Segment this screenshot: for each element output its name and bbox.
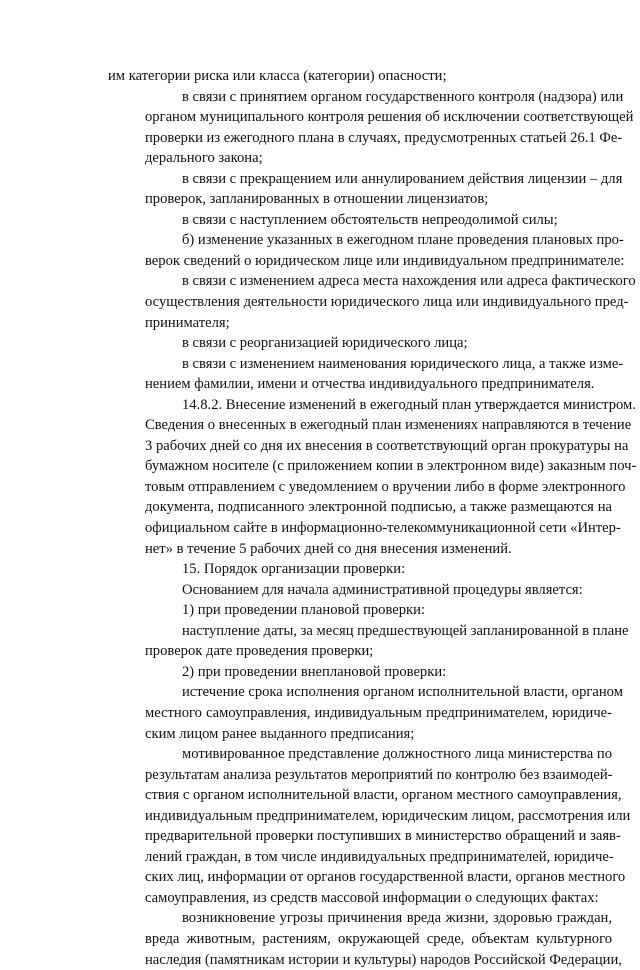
text-line: вреда животным, растениям, окружающей среде, объектам культурного <box>145 930 612 947</box>
text-line: Основанием для начала административной процедуры является: <box>182 581 583 598</box>
text-line: принимателя; <box>145 314 230 331</box>
paragraph <box>108 66 612 87</box>
text-line: наступление даты, за месяц предшествующей запланированной в плане <box>182 622 629 639</box>
text-line: лений граждан, в том числе индивидуальных предпринимателей, юридиче- <box>145 848 614 865</box>
text-line: Сведения о внесенных в ежегодный план изменениях направляются в течение <box>145 417 632 434</box>
text-line: 15. Порядок организации проверки: <box>182 561 406 578</box>
text-line: документа, подписанного электронной подписью, а также размещаются на <box>145 499 612 516</box>
text-line: в связи с наступлением обстоятельств непреодолимой силы; <box>182 211 558 228</box>
paragraph <box>108 662 612 683</box>
paragraph <box>108 333 612 354</box>
text-line: результатам анализа результатов мероприятий по контролю без взаимодей- <box>145 766 613 783</box>
text-line: предварительной проверки поступивших в министерство обращений и заяв- <box>145 828 621 845</box>
text-line: органом муниципального контроля решения об исключении соответствующей <box>145 109 634 126</box>
paragraph <box>108 210 612 231</box>
paragraph <box>108 682 623 744</box>
text-line: товым отправлением с уведомлением о вручении либо в форме электронного <box>145 478 626 495</box>
text-line: проверок дате проведения проверки; <box>145 643 374 660</box>
paragraph <box>108 354 624 395</box>
paragraph <box>108 600 612 621</box>
text-line: 14.8.2. Внесение изменений в ежегодный план утверждается министром. <box>182 396 636 413</box>
text-line: возникновение угрозы причинения вреда жизни, здоровью граждан, <box>182 910 612 927</box>
text-line: нет» в течение 5 рабочих дней со дня внесения изменений. <box>145 540 512 557</box>
text-line: проверки из ежегодного плана в случаях, предусмотренных статьей 26.1 Фе- <box>145 129 623 146</box>
text-line: нением фамилии, имени и отчества индивидуального предпринимателя. <box>145 376 595 393</box>
text-line: 1) при проведении плановой проверки: <box>182 602 426 619</box>
text-line: осуществления деятельности юридического лица или индивидуального пред- <box>145 294 629 311</box>
text-line: официальном сайте в информационно-телекоммуникационной сети «Интер- <box>145 520 621 537</box>
document-page <box>108 66 637 970</box>
paragraph <box>108 559 612 580</box>
paragraph <box>108 908 622 970</box>
paragraph <box>108 169 623 210</box>
text-line: 2) при проведении внеплановой проверки: <box>182 663 447 680</box>
text-line: наследия (памятникам истории и культуры) народов Российской Федерации, <box>145 951 622 968</box>
text-line: ствия с органом исполнительной власти, органом местного самоуправления, <box>145 787 622 804</box>
text-line: в связи с принятием органом государственного контроля (надзора) или <box>182 88 624 105</box>
text-line: в связи с реорганизацией юридического лица; <box>182 335 468 352</box>
text-line: в связи с изменением адреса места нахождения или адреса фактического <box>182 273 636 290</box>
text-line: истечение срока исполнения органом исполнительной власти, органом <box>182 684 623 701</box>
text-line: проверок, запланированных в отношении лицензиатов; <box>145 191 489 208</box>
text-line: в связи с изменением наименования юридического лица, а также изме- <box>182 355 624 372</box>
text-line: им категории риска или класса (категории) опасности; <box>108 68 447 84</box>
text-line: б) изменение указанных в ежегодном плане проведения плановых про- <box>182 232 624 249</box>
paragraph <box>108 87 634 169</box>
text-line: ских лиц, информации от органов государственной власти, органов местного <box>145 869 626 886</box>
text-line: в связи с прекращением или аннулированием действия лицензии – для <box>182 170 623 187</box>
text-line: верок сведений о юридическом лице или индивидуальном предпринимателе: <box>145 252 625 269</box>
text-line: самоуправления, из средств массовой информации о следующих фактах: <box>145 889 599 906</box>
text-line: 3 рабочих дней со дня их внесения в соответствующий орган прокуратуры на <box>145 437 629 454</box>
text-line: бумажном носителе (с приложением копии в электронном виде) заказным поч- <box>145 458 637 475</box>
text-line: индивидуальным предпринимателем, юридическим лицом, рассмотрения или <box>145 807 631 824</box>
paragraph <box>108 271 636 333</box>
text-line: ским лицом ранее выданного предписания; <box>145 725 415 742</box>
text-line: дерального закона; <box>145 150 263 167</box>
paragraph <box>108 621 629 662</box>
paragraph <box>108 230 625 271</box>
paragraph <box>108 395 637 559</box>
paragraph <box>108 580 612 601</box>
paragraph <box>108 744 631 908</box>
text-line: местного самоуправления, индивидуальным предпринимателем, юридиче- <box>145 704 612 721</box>
text-line: мотивированное представление должностного лица министерства по <box>182 746 612 763</box>
